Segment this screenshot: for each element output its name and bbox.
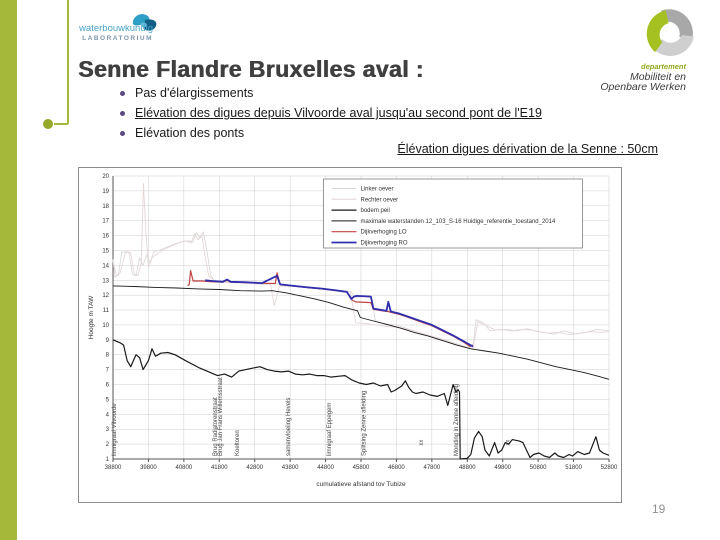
y-tick-label: 9 bbox=[105, 337, 109, 344]
bullet-text: Elévation des ponts bbox=[135, 126, 245, 140]
mow-logo-text bbox=[560, 62, 686, 92]
x-tick-label: 46800 bbox=[388, 465, 405, 471]
y-axis-title: Hoogte m TAW bbox=[88, 295, 95, 340]
callout-text: Élévation digues dérivation de la Senne : 50cm bbox=[397, 142, 658, 156]
x-tick-label: 43800 bbox=[281, 465, 299, 471]
x-tick-label: 42800 bbox=[246, 465, 264, 471]
annotation-brug-jan-frans-willemsstraat: Brug Jan Frans Willemsstraat bbox=[218, 377, 225, 456]
series-dijkverhoging-ro bbox=[205, 276, 473, 347]
y-tick-label: 15 bbox=[102, 248, 109, 255]
mow-logo-department: departement bbox=[640, 62, 686, 71]
annotation-monding-in-zenne-afleiding: Monding in Zenne afleiding bbox=[454, 383, 461, 456]
bullet-item bbox=[120, 126, 542, 140]
x-tick-label: 49800 bbox=[494, 465, 512, 471]
annotation-brug-radiatorenstraat: Brug Radiatorenstraat bbox=[212, 397, 219, 456]
y-tick-label: 18 bbox=[102, 203, 109, 210]
legend-label: bodem peil bbox=[360, 208, 390, 215]
annotation-limnigraaf-eppegem: limnigraaf Eppegem bbox=[327, 402, 334, 456]
bullet-marker bbox=[120, 91, 125, 96]
x-tick-label: 41800 bbox=[210, 465, 228, 471]
bullet-item bbox=[120, 86, 542, 100]
annotation-koeltoren: Koeltoren bbox=[234, 430, 241, 456]
y-tick-label: 4 bbox=[105, 412, 109, 419]
annotation-splitsing-zenne-afleiding: Splitsing Zenne afleiding bbox=[361, 390, 368, 456]
accent-dot bbox=[43, 119, 53, 129]
y-tick-label: 8 bbox=[105, 352, 109, 359]
x-tick-label: 50800 bbox=[529, 465, 547, 471]
mow-logo-name2: Openbare Werken bbox=[600, 81, 686, 93]
legend-label: Dijkverhoging LO bbox=[360, 229, 407, 236]
y-tick-label: 3 bbox=[105, 427, 109, 434]
y-tick-label: 14 bbox=[102, 263, 109, 270]
waterbouwkundig-logo bbox=[67, 24, 153, 44]
annotation-samenvloeiing-hevels: samenvloeiing Hevels bbox=[286, 397, 293, 456]
bullet-marker bbox=[120, 111, 125, 116]
page-number: 19 bbox=[652, 502, 666, 516]
x-tick-label: 44800 bbox=[317, 465, 334, 471]
bullet-text: Elévation des digues depuis Vilvoorde aval jusqu'au second pont de l'E19 bbox=[135, 106, 542, 120]
left-accent-bar bbox=[0, 0, 17, 540]
water-level-chart-svg bbox=[79, 168, 621, 502]
x-tick-label: 45800 bbox=[352, 465, 370, 471]
legend-label: Linker oever bbox=[360, 186, 394, 193]
water-level-chart bbox=[78, 167, 622, 503]
y-tick-label: 16 bbox=[102, 233, 109, 240]
y-tick-label: 7 bbox=[105, 367, 109, 374]
y-tick-label: 2 bbox=[105, 442, 109, 449]
y-tick-label: 1 bbox=[105, 457, 109, 463]
legend-label: maximale waterstanden 12_103_S-16 Huidige_referentie_toestand_2014 bbox=[360, 218, 556, 225]
y-tick-label: 20 bbox=[102, 174, 109, 180]
x-tick-label: 39800 bbox=[140, 465, 157, 471]
mow-logo-icon bbox=[641, 4, 699, 67]
annotation-limnigraaf-vilvoorde: limnigraaf Vilvoorde bbox=[111, 403, 118, 456]
page-title: Senne Flandre Bruxelles aval : bbox=[78, 56, 424, 82]
mow-logo-name1: Mobiliteit en bbox=[629, 71, 686, 83]
y-tick-label: 11 bbox=[102, 308, 109, 315]
x-tick-label: 51800 bbox=[565, 465, 582, 471]
y-tick-label: 12 bbox=[102, 293, 109, 300]
x-tick-label: 38800 bbox=[104, 465, 122, 471]
y-tick-label: 13 bbox=[102, 278, 109, 285]
x-tick-label: 40800 bbox=[175, 465, 193, 471]
bullet-marker bbox=[120, 131, 125, 136]
waterbouwkundig-logo-line2: LABORATORIUM bbox=[82, 35, 153, 42]
x-tick-label: 47800 bbox=[423, 465, 441, 471]
x-axis-title: cumulatieve afstand tov Tubize bbox=[316, 481, 406, 488]
bullet-list bbox=[120, 86, 542, 146]
accent-connector-horizontal bbox=[54, 123, 68, 125]
y-tick-label: 10 bbox=[102, 322, 109, 329]
y-tick-label: 6 bbox=[105, 382, 109, 389]
x-tick-label: 52800 bbox=[600, 465, 618, 471]
legend-label: Rechter oever bbox=[360, 197, 399, 204]
annotation-xx: xx bbox=[419, 439, 425, 446]
bullet-text: Pas d'élargissements bbox=[135, 86, 254, 100]
y-tick-label: 5 bbox=[105, 397, 109, 404]
waterbouwkundig-logo-line1: waterbouwkundig bbox=[79, 23, 153, 34]
legend-label: Dijkverhoging RO bbox=[360, 240, 408, 247]
bullet-item bbox=[120, 106, 542, 120]
annotation-xx: xx bbox=[505, 439, 512, 446]
x-tick-label: 48800 bbox=[458, 465, 476, 471]
y-tick-label: 19 bbox=[102, 188, 109, 195]
accent-connector-vertical bbox=[67, 0, 69, 124]
y-tick-label: 17 bbox=[102, 218, 109, 225]
